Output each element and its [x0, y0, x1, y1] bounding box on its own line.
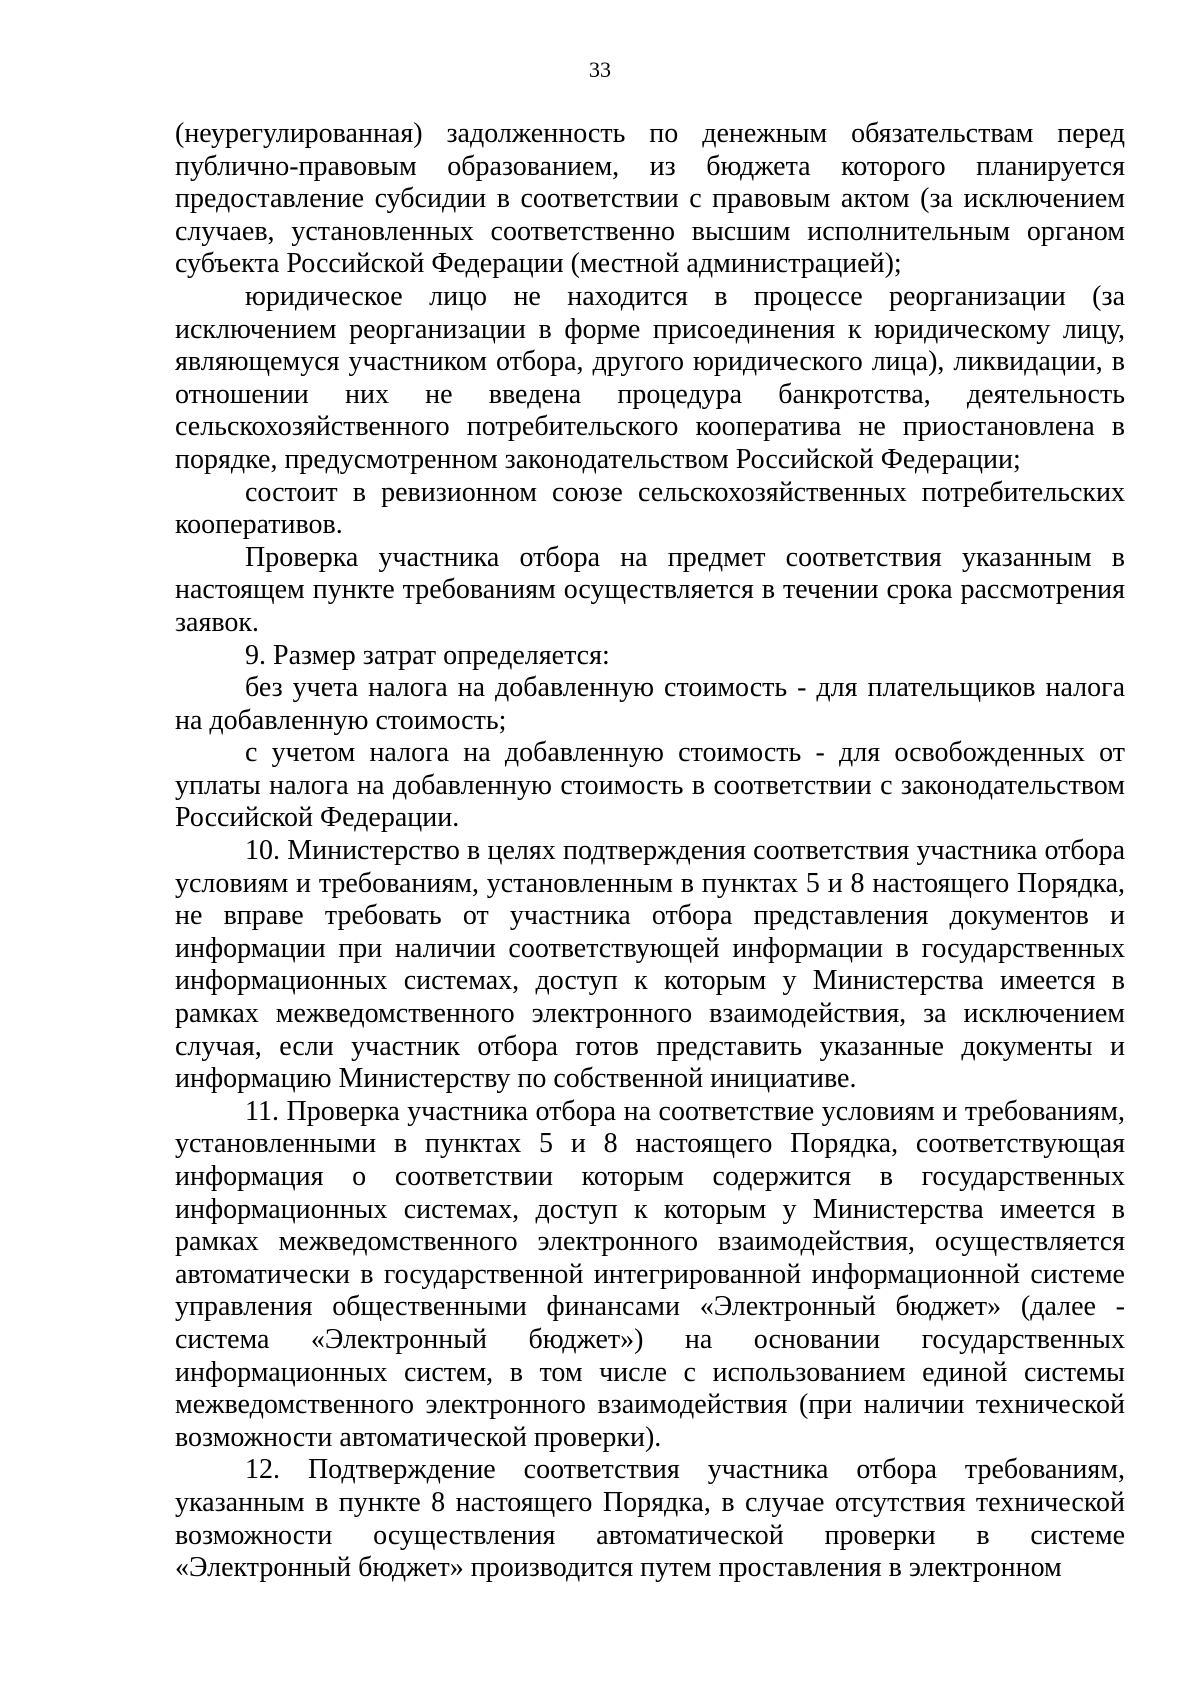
paragraph-item-11: 11. Проверка участника отбора на соответствие условиям и требованиям, установленными в пунктах 5 и 8 настоящего Порядка, соответствующая информация о соответствии которым содержится в государственных информационных системах, доступ к которым у Министерства имеется в рамках межведомственного электронного взаимодействия, осуществляется автоматически в государственной интегрированной информационной системе управления общественными финансами «Электронный бюджет» (далее - система «Электронный бюджет») на основании государственных информационных систем, в том числе с использованием единой системы межведомственного электронного взаимодействия (при наличии технической возможности автоматической проверки).: [175, 1095, 1125, 1453]
page-number: 33: [589, 57, 611, 82]
document-body: [175, 118, 1125, 1585]
paragraph-item-9: 9. Размер затрат определяется:: [245, 639, 610, 671]
paragraph-item-10: 10. Министерство в целях подтверждения соответствия участника отбора условиям и требованиям, установленным в пунктах 5 и 8 настоящего Порядка, не вправе требовать от участника отбора представления документов и информации при наличии соответствующей информации в государственных информационных системах, доступ к которым у Министерства имеется в рамках межведомственного электронного взаимодействия, за исключением случая, если участник отбора готов представить указанные документы и информацию Министерству по собственной инициативе.: [175, 835, 1125, 1095]
paragraph-with-vat: с учетом налога на добавленную стоимость - для освобожденных от уплаты налога на добавленную стоимость в соответствии с законодательством Российской Федерации.: [175, 737, 1125, 834]
paragraph-verification: Проверка участника отбора на предмет соответствия указанным в настоящем пункте требованиям осуществляется в течении срока рассмотрения заявок.: [175, 541, 1125, 638]
paragraph-without-vat: без учета налога на добавленную стоимость - для плательщиков налога на добавленную стоимость;: [175, 672, 1125, 736]
paragraph-reorganization: юридическое лицо не находится в процессе реорганизации (за исключением реорганизации в форме присоединения к юридическому лицу, являющемуся участником отбора, другого юридического лица), ликвидации, в отношении них не введена процедура банкротства, деятельность сельскохозяйственного потребительского кооператива не приостановлена в порядке, предусмотренном законодательством Российской Федерации;: [175, 280, 1125, 475]
paragraph-revision-union: состоит в ревизионном союзе сельскохозяйственных потребительских кооперативов.: [175, 476, 1125, 541]
paragraph-item-12: 12. Подтверждение соответствия участника отбора требованиям, указанным в пункте 8 настоящего Порядка, в случае отсутствия технической возможности осуществления автоматической проверки в системе «Электронный бюджет» производится путем проставления в электронном: [175, 1454, 1125, 1584]
paragraph-continued: (неурегулированная) задолженность по денежным обязательствам перед публично-правовым образованием, из бюджета которого планируется предоставление субсидии в соответствии с правовым актом (за исключением случаев, установленных соответственно высшим исполнительным органом субъекта Российской Федерации (местной администрацией);: [175, 118, 1125, 280]
